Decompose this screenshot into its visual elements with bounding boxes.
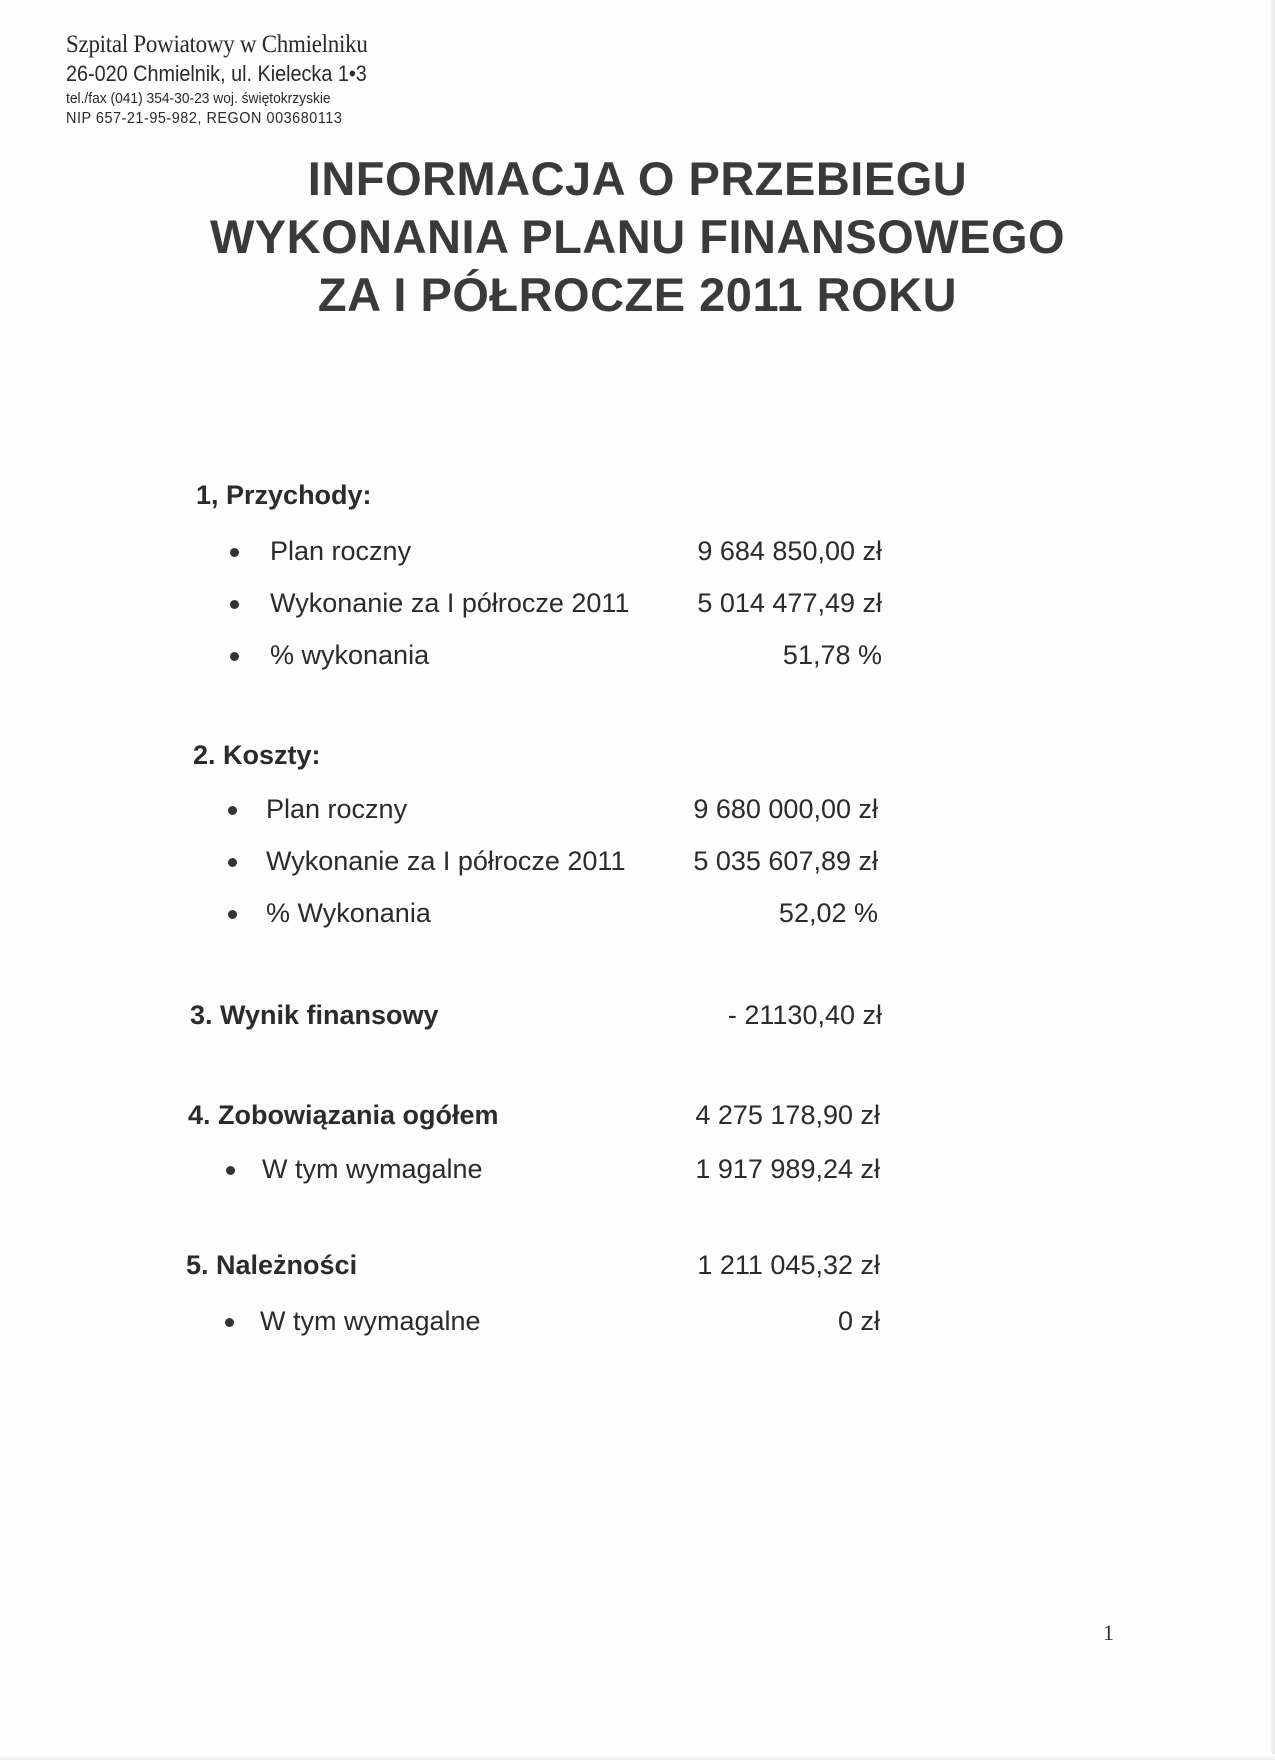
bullet-icon (230, 548, 239, 557)
scan-edge (1269, 0, 1275, 1760)
przychody-wykonanie-label: Wykonanie za I półrocze 2011 (270, 588, 630, 618)
zobowiazania-wymagalne-label: W tym wymagalne (262, 1154, 483, 1184)
koszty-plan-value: 9 680 000,00 zł (693, 794, 878, 824)
przychody-plan-label: Plan roczny (270, 536, 412, 566)
section-heading-koszty: 2. Koszty: (193, 740, 321, 770)
institution-phone: tel./fax (041) 354-30-23 woj. świętokrzyskie (66, 90, 331, 107)
institution-address: 26-020 Chmielnik, ul. Kielecka 1•3 (66, 61, 367, 86)
przychody-plan-value: 9 684 850,00 zł (697, 536, 882, 566)
naleznosci-value: 1 211 045,32 zł (697, 1250, 880, 1280)
naleznosci-wymagalne-value: 0 zł (837, 1306, 880, 1336)
bullet-icon (230, 600, 239, 609)
przychody-procent-value: 51,78 % (782, 640, 882, 670)
zobowiazania-wymagalne-value: 1 917 989,24 zł (695, 1154, 880, 1184)
document-title (0, 150, 1275, 324)
section-heading-wynik: 3. Wynik finansowy (190, 1000, 439, 1030)
wynik-value: - 21130,40 zł (727, 1000, 882, 1030)
title-line-1: INFORMACJA O PRZEBIEGU (307, 152, 968, 205)
naleznosci-wymagalne-label: W tym wymagalne (260, 1306, 481, 1336)
koszty-plan-label: Plan roczny (266, 794, 408, 824)
bullet-icon (228, 858, 237, 867)
koszty-procent-value: 52,02 % (778, 898, 878, 928)
koszty-wykonanie-label: Wykonanie za I półrocze 2011 (266, 846, 626, 876)
title-line-3: ZA I PÓŁROCZE 2011 ROKU (317, 268, 958, 321)
bullet-icon (225, 1318, 234, 1327)
title-line-2: WYKONANIA PLANU FINANSOWEGO (209, 210, 1066, 263)
bullet-icon (230, 652, 239, 661)
section-heading-naleznosci: 5. Należności (186, 1250, 358, 1280)
scan-edge (0, 1754, 1275, 1760)
section-heading-zobowiazania: 4. Zobowiązania ogółem (188, 1100, 499, 1130)
bullet-icon (228, 910, 237, 919)
page-number: 1 (1103, 1620, 1114, 1645)
koszty-wykonanie-value: 5 035 607,89 zł (693, 846, 878, 876)
institution-stamp (66, 30, 426, 129)
zobowiazania-value: 4 275 178,90 zł (695, 1100, 880, 1130)
koszty-procent-label: % Wykonania (266, 898, 431, 928)
przychody-procent-label: % wykonania (270, 640, 430, 670)
przychody-wykonanie-value: 5 014 477,49 zł (697, 588, 882, 618)
bullet-icon (226, 1166, 235, 1175)
section-heading-przychody: 1, Przychody: (196, 480, 372, 510)
institution-ids: NIP 657-21-95-982, REGON 003680113 (66, 110, 343, 127)
bullet-icon (228, 806, 237, 815)
institution-name: Szpital Powiatowy w Chmielniku (66, 31, 368, 58)
